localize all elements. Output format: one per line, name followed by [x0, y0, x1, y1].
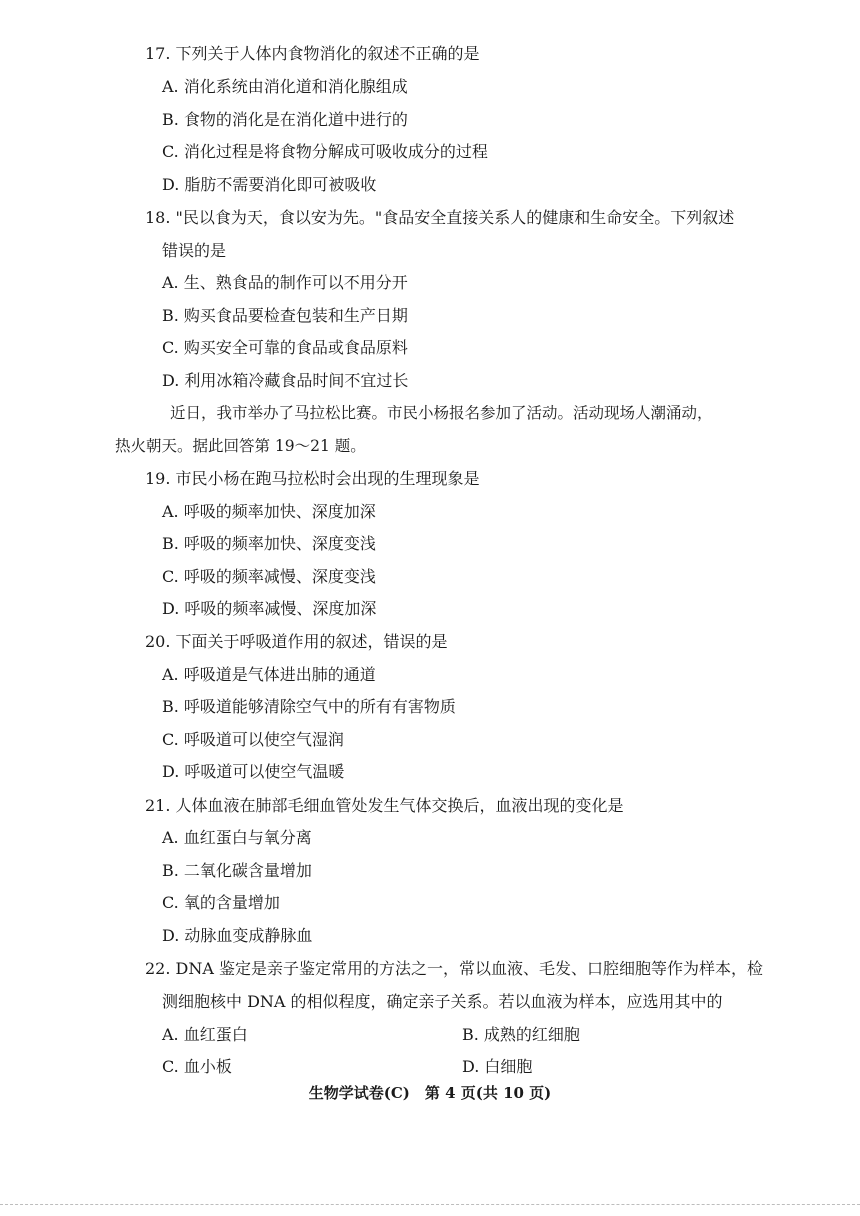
question-19-option-b: B. 呼吸的频率加快、深度变浅: [162, 534, 376, 553]
question-17-stem: 17. 下列关于人体内食物消化的叙述不正确的是: [145, 44, 480, 63]
question-20-option-b: B. 呼吸道能够清除空气中的所有有害物质: [162, 697, 456, 716]
question-22-option-d: D. 白细胞: [462, 1057, 533, 1076]
question-17-option-d: D. 脂肪不需要消化即可被吸收: [162, 175, 377, 194]
question-21-stem: 21. 人体血液在肺部毛细血管处发生气体交换后，血液出现的变化是: [145, 796, 624, 815]
page-footer: 生物学试卷(C) 第 4 页(共 10 页): [308, 1084, 552, 1102]
question-21-option-c: C. 氧的含量增加: [162, 893, 280, 912]
question-21-option-d: D. 动脉血变成静脉血: [162, 926, 313, 945]
question-18-option-a: A. 生、熟食品的制作可以不用分开: [162, 273, 408, 292]
question-18-stem-line2: 错误的是: [162, 241, 227, 260]
question-17-option-c: C. 消化过程是将食物分解成可吸收成分的过程: [162, 142, 488, 161]
question-22-option-c: C. 血小板: [162, 1057, 232, 1076]
question-22-option-b: B. 成熟的红细胞: [462, 1025, 580, 1044]
question-21-option-a: A. 血红蛋白与氧分离: [162, 828, 312, 847]
question-19-option-c: C. 呼吸的频率减慢、深度变浅: [162, 567, 376, 586]
question-22-stem-line2: 测细胞核中 DNA 的相似程度，确定亲子关系。若以血液为样本，应选用其中的: [162, 992, 723, 1011]
question-19-option-d: D. 呼吸的频率减慢、深度加深: [162, 599, 377, 618]
question-22-stem-line1: 22. DNA 鉴定是亲子鉴定常用的方法之一，常以血液、毛发、口腔细胞等作为样本，检: [145, 959, 764, 978]
question-18-option-d: D. 利用冰箱冷藏食品时间不宜过长: [162, 371, 409, 390]
question-21-option-b: B. 二氧化碳含量增加: [162, 861, 312, 880]
question-20-option-d: D. 呼吸道可以使空气温暖: [162, 762, 345, 781]
question-17-option-b: B. 食物的消化是在消化道中进行的: [162, 110, 408, 129]
page-edge-divider: [0, 1204, 860, 1206]
question-19-stem: 19. 市民小杨在跑马拉松时会出现的生理现象是: [145, 469, 480, 488]
passage-line2: 热火朝天。据此回答第 19～21 题。: [115, 437, 366, 455]
passage-line1: 近日，我市举办了马拉松比赛。市民小杨报名参加了活动。活动现场人潮涌动，: [170, 404, 713, 422]
question-20-option-c: C. 呼吸道可以使空气湿润: [162, 730, 344, 749]
question-20-stem: 20. 下面关于呼吸道作用的叙述，错误的是: [145, 632, 448, 651]
question-18-option-b: B. 购买食品要检查包装和生产日期: [162, 306, 408, 325]
question-17-option-a: A. 消化系统由消化道和消化腺组成: [162, 77, 408, 96]
question-20-option-a: A. 呼吸道是气体进出肺的通道: [162, 665, 376, 684]
question-18-option-c: C. 购买安全可靠的食品或食品原料: [162, 338, 408, 357]
question-19-option-a: A. 呼吸的频率加快、深度加深: [162, 502, 376, 521]
question-18-stem-line1: 18. "民以食为天，食以安为先。"食品安全直接关系人的健康和生命安全。下列叙述: [145, 208, 735, 227]
question-22-option-a: A. 血红蛋白: [162, 1025, 248, 1044]
